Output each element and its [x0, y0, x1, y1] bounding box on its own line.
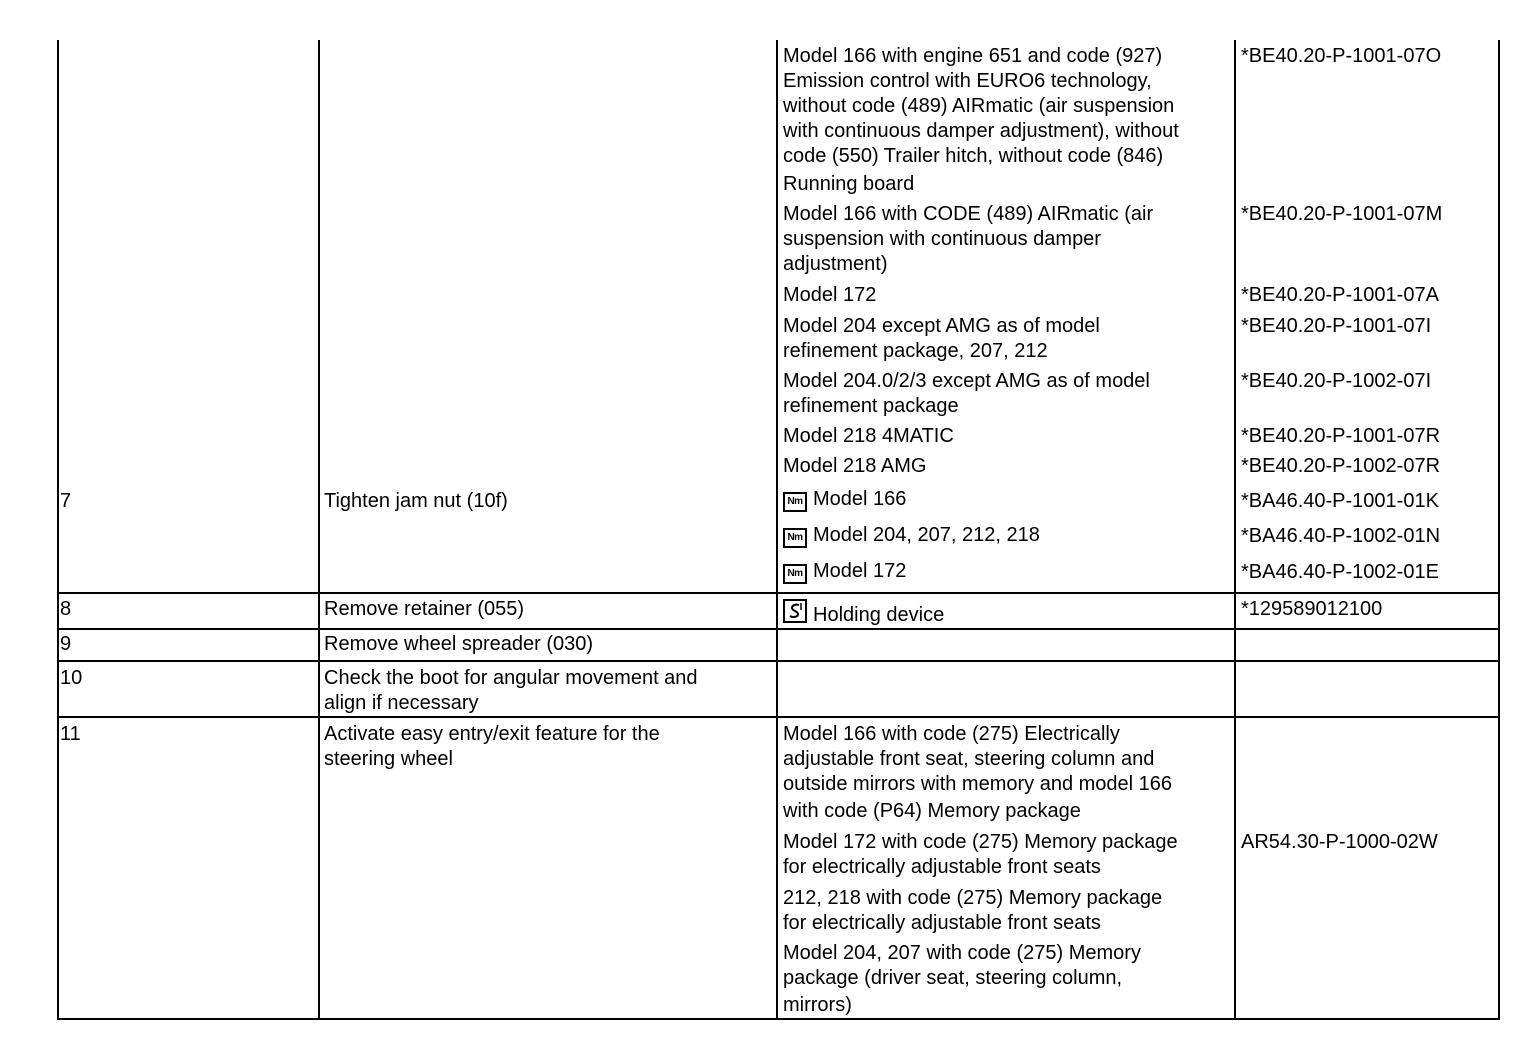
- model-entry-line: Model 204.0/2/3 except AMG as of model: [783, 370, 1150, 392]
- model-entry-line: for electrically adjustable front seats: [783, 912, 1101, 934]
- row-divider-7-8: [57, 592, 1500, 594]
- tool-part-number-link[interactable]: *129589012100: [1241, 598, 1383, 620]
- model-entry-line: without code (489) AIRmatic (air suspension: [783, 95, 1175, 117]
- document-reference-link[interactable]: *BE40.20-P-1002-07R: [1241, 455, 1441, 477]
- model-entry-line: Model 204 except AMG as of model: [783, 315, 1100, 337]
- model-entry: [783, 722, 1172, 824]
- step-number: 10: [60, 667, 83, 689]
- row-divider-8-9: [57, 628, 1500, 630]
- document-reference-link[interactable]: *BA46.40-P-1001-01K: [1241, 490, 1439, 512]
- model-entry-line: code (550) Trailer hitch, without code (846): [783, 145, 1164, 167]
- document-reference-link[interactable]: *BE40.20-P-1002-07I: [1241, 370, 1432, 392]
- row-divider-10-11: [57, 716, 1500, 718]
- model-entry-line: Model 166 with CODE (489) AIRmatic (air: [783, 203, 1154, 225]
- model-entry-line: with code (P64) Memory package: [783, 800, 1081, 822]
- step-action-line: Activate easy entry/exit feature for the: [324, 723, 660, 745]
- model-entry-line: Emission control with EURO6 technology,: [783, 70, 1152, 92]
- document-reference-link[interactable]: *BE40.20-P-1001-07R: [1241, 425, 1441, 447]
- torque-icon: Nm: [783, 492, 807, 512]
- model-entry-line: outside mirrors with memory and model 166: [783, 773, 1173, 795]
- model-entry: [783, 369, 1150, 419]
- model-entry-line: mirrors): [783, 994, 852, 1016]
- model-entry-line: Running board: [783, 173, 915, 195]
- model-entry-line: suspension with continuous damper: [783, 228, 1101, 250]
- step-action: Remove retainer (055): [324, 598, 525, 620]
- model-entry: Model 172: [783, 284, 877, 306]
- step-number: 8: [60, 598, 72, 620]
- tool-entry: [783, 599, 944, 628]
- document-reference-link[interactable]: AR54.30-P-1000-02W: [1241, 831, 1438, 853]
- model-entry: [783, 830, 1178, 880]
- torque-icon: Nm: [783, 528, 807, 548]
- step-action-line: align if necessary: [324, 692, 479, 714]
- model-entry-line: Model 204, 207 with code (275) Memory: [783, 942, 1141, 964]
- model-entry-line: refinement package: [783, 395, 959, 417]
- model-entry-line: Model 172 with code (275) Memory package: [783, 831, 1178, 853]
- model-entry-line: Model 166 with engine 651 and code (927): [783, 45, 1163, 67]
- table-divider-col3: [1234, 40, 1236, 1020]
- step-number: 7: [60, 490, 72, 512]
- model-entry: [783, 44, 1179, 197]
- model-entry-line: adjustment): [783, 253, 888, 275]
- row-divider-9-10: [57, 660, 1500, 662]
- model-entry: Model 218 AMG: [783, 455, 927, 477]
- model-entry-line: refinement package, 207, 212: [783, 340, 1048, 362]
- torque-icon: Nm: [783, 564, 807, 584]
- step-action-line: steering wheel: [324, 748, 453, 770]
- model-entry-line: 212, 218 with code (275) Memory package: [783, 887, 1163, 909]
- model-entry-line: Model 166 with code (275) Electrically: [783, 723, 1120, 745]
- tool-name: Holding device: [813, 604, 945, 626]
- table-border-left: [57, 40, 59, 1020]
- document-reference-link[interactable]: *BA46.40-P-1002-01N: [1241, 525, 1441, 547]
- table-divider-col1: [318, 40, 320, 1020]
- table-border-bottom: [57, 1018, 1500, 1020]
- step-number: 11: [60, 723, 81, 745]
- step-action: [324, 722, 660, 772]
- torque-model: Model 204, 207, 212, 218: [813, 524, 1040, 546]
- model-entry: [783, 886, 1162, 936]
- step-action: [324, 666, 698, 716]
- model-entry: [783, 314, 1100, 364]
- document-reference-link[interactable]: *BE40.20-P-1001-07M: [1241, 203, 1443, 225]
- table-divider-col2: [776, 40, 778, 1020]
- document-reference-link[interactable]: *BE40.20-P-1001-07I: [1241, 315, 1432, 337]
- step-action: Tighten jam nut (10f): [324, 490, 508, 512]
- step-number: 9: [60, 633, 72, 655]
- step-action: Remove wheel spreader (030): [324, 633, 594, 655]
- model-entry: Model 218 4MATIC: [783, 425, 954, 447]
- torque-entry: [783, 487, 906, 512]
- step-action-line: Check the boot for angular movement and: [324, 667, 698, 689]
- model-entry-line: adjustable front seat, steering column and: [783, 748, 1155, 770]
- document-reference-link[interactable]: *BE40.20-P-1001-07A: [1241, 284, 1439, 306]
- torque-model: Model 166: [813, 488, 907, 510]
- document-reference-link[interactable]: *BA46.40-P-1002-01E: [1241, 561, 1439, 583]
- model-entry-line: for electrically adjustable front seats: [783, 856, 1101, 878]
- model-entry: [783, 941, 1141, 1018]
- special-tool-icon: [783, 599, 807, 623]
- torque-model: Model 172: [813, 560, 907, 582]
- document-reference-link[interactable]: *BE40.20-P-1001-07O: [1241, 45, 1442, 67]
- model-entry-line: with continuous damper adjustment), without: [783, 120, 1179, 142]
- model-entry: [783, 202, 1153, 277]
- model-entry-line: package (driver seat, steering column,: [783, 967, 1123, 989]
- table-border-right: [1498, 40, 1500, 1020]
- torque-entry: [783, 523, 1040, 548]
- torque-entry: [783, 559, 906, 584]
